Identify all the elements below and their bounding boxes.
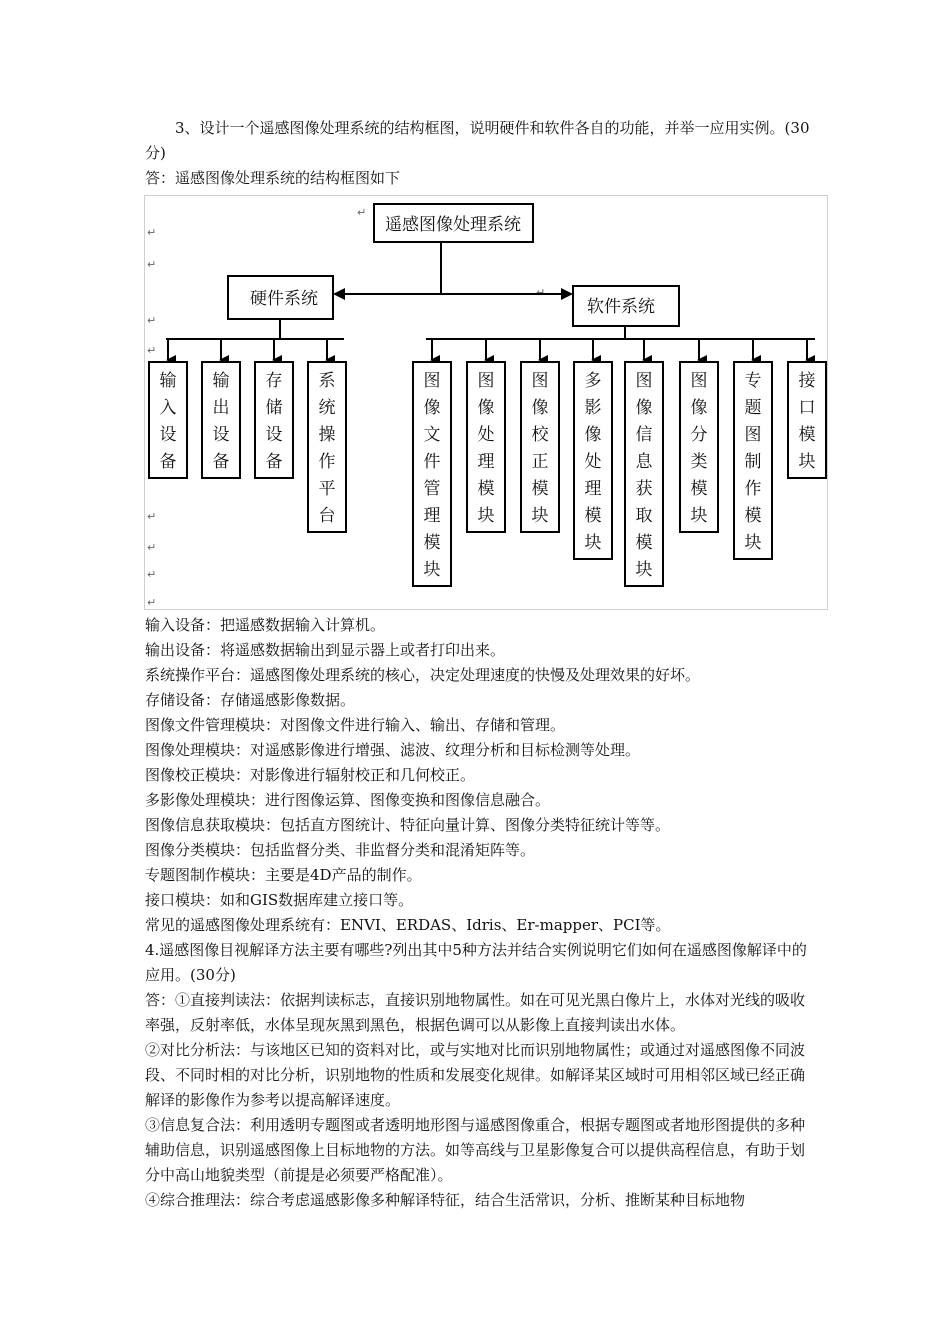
hardware-module-label: 输出设备: [212, 371, 230, 472]
description-line: 图像处理模块：对遥感影像进行增强、滤波、纹理分析和目标检测等处理。: [145, 741, 641, 759]
para-mark: ↵: [147, 510, 157, 523]
para-mark: ↵: [147, 258, 157, 271]
software-module-boxes: [413, 362, 826, 586]
question-3-block: [145, 116, 815, 191]
description-line: 存储设备：存储遥感影像数据。: [145, 691, 356, 709]
hardware-module: [255, 362, 293, 478]
description-line: 接口模块：如和GIS数据库建立接口等。: [145, 891, 414, 909]
hardware-module-label: 存储设备: [265, 371, 283, 472]
software-module-label: 图像处理模块: [477, 371, 495, 526]
description-line: 输入设备：把遥感数据输入计算机。: [145, 616, 386, 634]
para-mark: ↵: [147, 314, 157, 327]
para-mark: ↵: [147, 541, 157, 554]
description-line: 图像分类模块：包括监督分类、非监督分类和混淆矩阵等。: [145, 841, 536, 859]
question-3-answer-intro: 答：遥感图像处理系统的结构框图如下: [145, 169, 401, 187]
para-mark: ↵: [147, 568, 157, 581]
hardware-module: [202, 362, 240, 478]
hardware-module-label: 系统操作平台: [318, 371, 336, 526]
question-4-text: 4.遥感图像目视解译方法主要有哪些?列出其中5种方法并结合实例说明它们如何在遥感图像解译中的应用。(30分): [145, 941, 807, 984]
structure-diagram-svg: [145, 196, 827, 609]
hardware-arrows: [168, 339, 327, 360]
software-module-label: 图像信息获取模块: [635, 371, 653, 580]
software-module: [521, 362, 559, 532]
hardware-module: [149, 362, 187, 478]
question-3-text: 3、设计一个遥感图像处理系统的结构框图，说明硬件和软件各自的功能，并举一应用实例。(30分): [145, 119, 810, 162]
software-module: [734, 362, 772, 559]
software-module: [413, 362, 451, 586]
software-module-label: 图像文件管理模块: [423, 371, 441, 580]
description-line: 系统操作平台：遥感图像处理系统的核心，决定处理速度的快慢及处理效果的好坏。: [145, 666, 701, 684]
para-mark: ↵: [357, 206, 367, 219]
descriptions-block: [145, 613, 815, 1213]
structure-diagram: [144, 195, 828, 610]
para-mark: ↵: [536, 286, 546, 299]
software-arrows: [432, 339, 807, 360]
arrow-left: [333, 288, 345, 300]
software-module-label: 图像分类模块: [690, 371, 708, 526]
para-mark: ↵: [147, 344, 157, 357]
software-module-label: 接口模块: [798, 371, 816, 472]
description-line: 图像文件管理模块：对图像文件进行输入、输出、存储和管理。: [145, 716, 566, 734]
root-label: 遥感图像处理系统: [385, 215, 521, 235]
hardware-module-label: 输入设备: [159, 371, 177, 472]
arrow-right: [561, 288, 573, 300]
para-mark: ↵: [147, 596, 157, 609]
hardware-module: [308, 362, 346, 532]
software-module: [467, 362, 505, 532]
description-line: 专题图制作模块：主要是4D产品的制作。: [145, 866, 422, 884]
description-line: 输出设备：将遥感数据输出到显示器上或者打印出来。: [145, 641, 506, 659]
description-line: 多影像处理模块：进行图像运算、图像变换和图像信息融合。: [145, 791, 551, 809]
software-label: 软件系统: [587, 297, 655, 317]
software-module-label: 专题图制作模块: [744, 371, 762, 553]
answer-4-item-1: 答：①直接判读法：依据判读标志，直接识别地物属性。如在可见光黑白像片上，水体对光线的吸收率强，反射率低，水体呈现灰黑到黑色，根据色调可以从影像上直接判读出水体。: [145, 991, 806, 1034]
answer-4-item-3: ③信息复合法：利用透明专题图或者透明地形图与遥感图像重合，根据专题图或者地形图提供的多种辅助信息，识别遥感图像上目标地物的方法。如等高线与卫星影像复合可以提供高程信息，有助于划分中高山地貌类型（前提是必须要严格配准）。: [145, 1116, 806, 1184]
description-line: 常见的遥感图像处理系统有：ENVI、ERDAS、Idris、Er-mapper、PCI等。: [145, 916, 671, 934]
software-module-label: 多影像处理模块: [584, 371, 602, 553]
software-module: [625, 362, 663, 586]
description-line: 图像信息获取模块：包括直方图统计、特征向量计算、图像分类特征统计等等。: [145, 816, 671, 834]
answer-4-item-4: ④综合推理法：综合考虑遥感影像多种解译特征，结合生活常识，分析、推断某种目标地物: [145, 1191, 746, 1209]
software-module: [574, 362, 612, 559]
hardware-module-boxes: [149, 362, 346, 532]
hardware-label: 硬件系统: [250, 289, 318, 309]
software-module-label: 图像校正模块: [531, 371, 549, 526]
answer-4-item-2: ②对比分析法：与该地区已知的资料对比，或与实地对比而识别地物属性；或通过对遥感图像不同波段、不同时相的对比分析，识别地物的性质和发展变化规律。如解译某区域时可用相邻区域已经正确解译的影像作为参考以提高解译速度。: [145, 1041, 806, 1109]
description-line: 图像校正模块：对影像进行辐射校正和几何校正。: [145, 766, 476, 784]
para-mark: ↵: [147, 226, 157, 239]
software-module: [788, 362, 826, 478]
software-module: [680, 362, 718, 532]
